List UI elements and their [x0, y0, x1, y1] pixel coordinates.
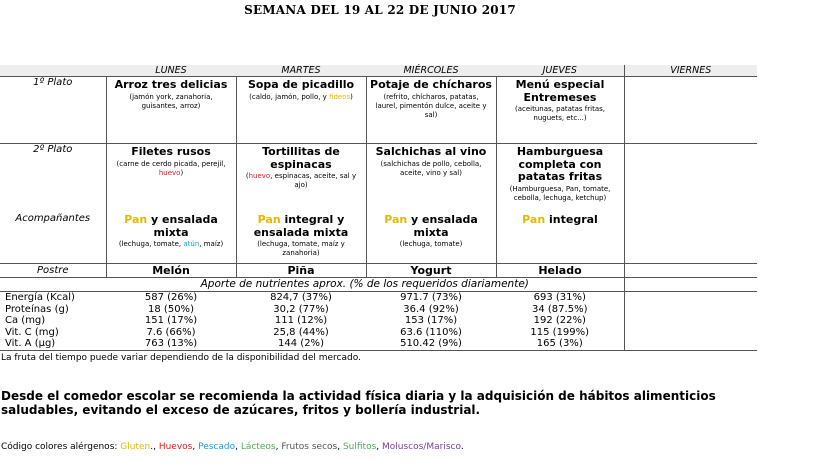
menu-cell: [366, 210, 496, 264]
nutrient-value: 7.6 (66%): [146, 326, 196, 338]
ingredients: (huevo, espinacas, aceite, sal y ajo): [245, 172, 357, 189]
dish-name: Arroz tres delicias: [114, 78, 228, 91]
nutrient-label: Vit. A (µg): [0, 338, 106, 350]
allergen-lacteos: Lácteos: [240, 442, 276, 452]
side-dish: Pan y ensalada mixta: [384, 213, 478, 239]
nutrient-value: 36.4 (92%): [403, 303, 459, 315]
day-header: LUNES: [106, 65, 236, 77]
nutrient-value: 971.7 (73%): [400, 292, 462, 303]
ingredients: (refrito, chícharos, patatas, laurel, pimentón dulce, aceite y sal): [375, 92, 487, 119]
nutrient-value: 693 (31%): [533, 292, 586, 303]
nutrient-row: [0, 327, 757, 339]
ingredients: (salchichas de pollo, cebolla, aceite, vino y sal): [380, 159, 482, 177]
nutrient-value: 63.6 (110%): [400, 326, 462, 338]
menu-cell: [496, 144, 624, 211]
nutrient-value: 165 (3%): [496, 338, 624, 350]
aporte-row: [0, 278, 757, 292]
dessert: Yogurt: [366, 264, 496, 278]
menu-cell: [106, 77, 236, 144]
nutrient-value: 192 (22%): [533, 315, 586, 326]
nutrient-value: 153 (17%): [404, 315, 458, 326]
ingredients: (lechuga, tomate, atún, maíz): [118, 240, 224, 248]
menu-cell: [496, 77, 624, 144]
nutrient-row: [0, 304, 757, 316]
allergen-huevos: Huevos: [158, 442, 193, 452]
nutrient-value: 824,7 (37%): [270, 292, 332, 303]
menu-cell: [236, 77, 366, 144]
dessert: Piña: [236, 264, 366, 278]
nutrient-value: 151 (17%): [144, 315, 198, 326]
acompanantes-row: [0, 210, 757, 264]
dessert: Melón: [106, 264, 236, 278]
ingredients: (jamón york, zanahoria, guisantes, arroz): [129, 92, 213, 110]
dish-name: Filetes rusos: [131, 145, 211, 158]
day-header: VIERNES: [624, 65, 757, 77]
side-dish: Pan y ensalada mixta: [124, 213, 218, 239]
row-label: Postre: [0, 264, 106, 278]
nutrient-label: Energía (Kcal): [5, 292, 75, 303]
ingredients: (aceitunas, patatas fritas, nuguets, etc...): [515, 105, 605, 122]
day-header: MARTES: [236, 65, 366, 77]
fruit-note: La fruta del tiempo puede variar dependiendo de la disponibilidad del mercado.: [1, 353, 361, 363]
nutrient-value: 25,8 (44%): [273, 326, 329, 338]
nutrient-value: 115 (199%): [530, 326, 590, 338]
ingredients: (Hamburguesa, Pan, tomate, cebolla, lechuga, ketchup): [509, 184, 611, 202]
allergen-sulfitos: Sulfitos: [342, 442, 377, 452]
dish-name: Tortillitas de espinacas: [262, 145, 340, 171]
menu-table: [0, 65, 757, 351]
nutrient-row: [0, 338, 757, 350]
nutrient-label: Vit. C (mg): [5, 326, 59, 338]
menu-cell: [106, 210, 236, 264]
menu-cell: [624, 210, 757, 264]
nutrient-value: 34 (87.5%): [532, 303, 588, 315]
header-row: [0, 65, 757, 77]
menu-cell: [236, 210, 366, 264]
nutrient-label: Ca (mg): [5, 315, 46, 326]
dish-name: Hamburguesa completa con patatas fritas: [516, 145, 604, 183]
ingredients: (carne de cerdo picada, perejil, huevo): [116, 159, 226, 177]
menu-cell: [106, 144, 236, 211]
dish-name: Menú especial Entremeses: [515, 78, 605, 104]
nutrient-row: [0, 315, 757, 327]
dessert: [624, 264, 757, 278]
segundo-row: [0, 144, 757, 211]
nutrient-value: 510.42 (9%): [366, 338, 496, 350]
recommendation-text: Desde el comedor escolar se recomienda la actividad física diaria y la adquisición de hábitos alimenticios saludables, evitando el exceso de azúcares, fritos y bollería industrial.: [1, 389, 716, 417]
menu-cell: [496, 210, 624, 264]
menu-cell: [236, 144, 366, 211]
menu-cell: [624, 144, 757, 211]
header-corner: [0, 65, 106, 77]
menu-cell: [366, 77, 496, 144]
allergen-gluten: Gluten: [120, 442, 151, 452]
dish-name: Potaje de chícharos: [370, 78, 492, 91]
ingredients: (lechuga, tomate, maíz y zanahoria): [257, 240, 345, 257]
nutrient-label: Proteínas (g): [5, 303, 69, 315]
page-title: SEMANA DEL 19 AL 22 DE JUNIO 2017: [244, 3, 516, 17]
allergen-legend: Código colores alérgenos: Gluten., Huevos, Pescado, Lácteos, Frutos secos, Sulfitos, Moluscos/Marisco.: [1, 442, 464, 452]
aporte-label: Aporte de nutrientes aprox. (% de los requeridos diariamente): [106, 278, 624, 292]
day-header: JUEVES: [496, 65, 624, 77]
side-dish: Pan integral: [522, 213, 598, 226]
allergen-moluscos: Moluscos/Marisco: [382, 442, 461, 452]
dessert: Helado: [496, 264, 624, 278]
dish-name: Salchichas al vino: [375, 145, 487, 158]
menu-cell: [366, 144, 496, 211]
nutrient-value: 763 (13%): [106, 338, 236, 350]
postre-row: [0, 264, 757, 278]
nutrient-value: 111 (12%): [274, 315, 328, 326]
nutrient-row: [0, 292, 757, 304]
nutrient-value: 144 (2%): [236, 338, 366, 350]
ingredients: (caldo, jamón, pollo, y fideos): [249, 92, 353, 101]
row-label: 1º Plato: [0, 77, 106, 144]
side-dish: Pan integral y ensalada mixta: [253, 213, 349, 239]
menu-cell: [624, 77, 757, 144]
nutrient-value: 30,2 (77%): [273, 303, 329, 315]
nutrient-value: 18 (50%): [148, 303, 194, 315]
day-header: MIÉRCOLES: [366, 65, 496, 77]
primero-row: [0, 77, 757, 144]
ingredients: (lechuga, tomate): [399, 240, 463, 248]
row-label: Acompañantes: [15, 213, 91, 224]
dish-name: Sopa de picadillo: [247, 78, 355, 91]
row-label: 2º Plato: [33, 144, 73, 155]
allergen-frutos: Frutos secos: [281, 442, 338, 452]
allergen-pescado: Pescado: [198, 442, 236, 452]
nutrient-value: 587 (26%): [144, 292, 198, 303]
